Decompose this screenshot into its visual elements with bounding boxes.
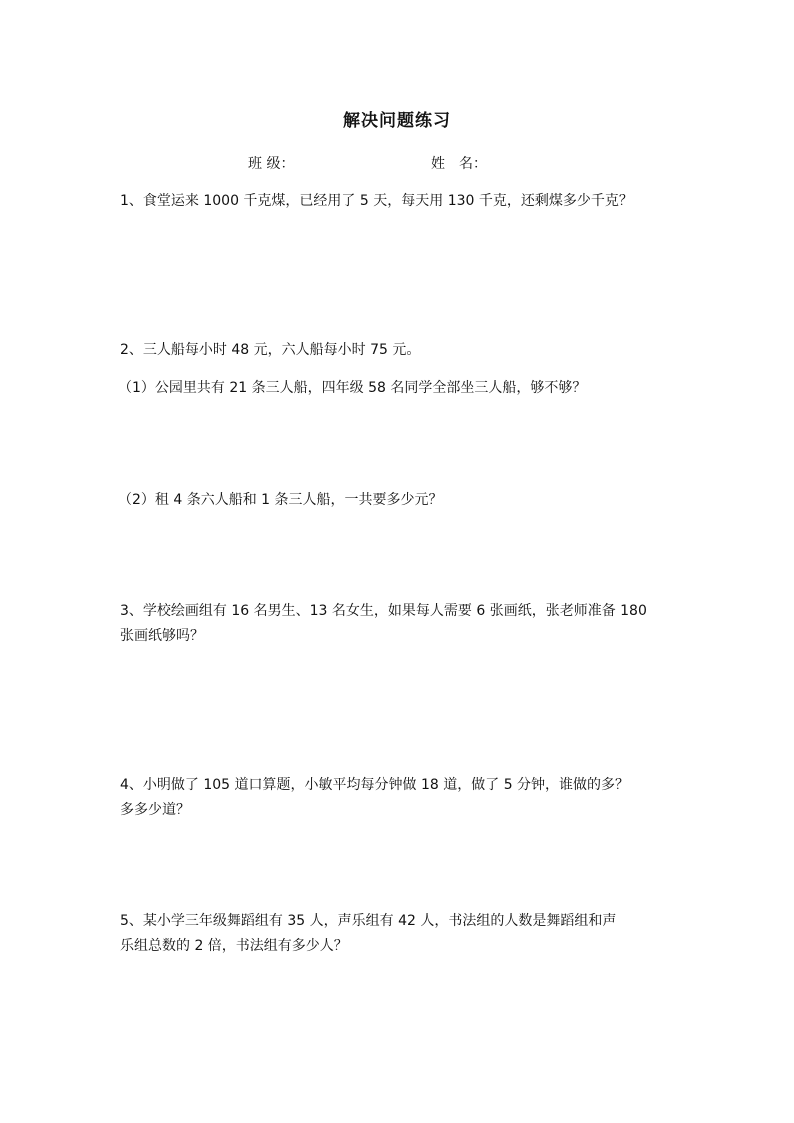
question-2: 2、三人船每小时 48 元，六人船每小时 75 元。 (120, 342, 421, 358)
question-3-line-1: 3、学校绘画组有 16 名男生、13 名女生，如果每人需要 6 张画纸，张老师准备 180 (120, 603, 647, 619)
question-4-line-2: 多多少道？ (120, 802, 190, 818)
page-title: 解决问题练习 (343, 111, 451, 131)
question-2-sub-2: （2）租 4 条六人船和 1 条三人船，一共要多少元？ (118, 492, 443, 508)
question-5-line-2: 乐组总数的 2 倍，书法组有多少人？ (120, 938, 348, 954)
question-3-line-2: 张画纸够吗？ (120, 628, 204, 644)
question-1: 1、食堂运来 1000 千克煤，已经用了 5 天，每天用 130 千克，还剩煤多少千克？ (120, 193, 633, 209)
class-label: 班 级： (248, 156, 295, 172)
name-label: 姓 名： (431, 156, 487, 172)
question-4-line-1: 4、小明做了 105 道口算题，小敏平均每分钟做 18 道，做了 5 分钟，谁做的多？ (120, 777, 630, 793)
question-5-line-1: 5、某小学三年级舞蹈组有 35 人，声乐组有 42 人，书法组的人数是舞蹈组和声 (120, 913, 617, 929)
question-2-sub-1: （1）公园里共有 21 条三人船，四年级 58 名同学全部坐三人船，够不够？ (118, 380, 587, 396)
